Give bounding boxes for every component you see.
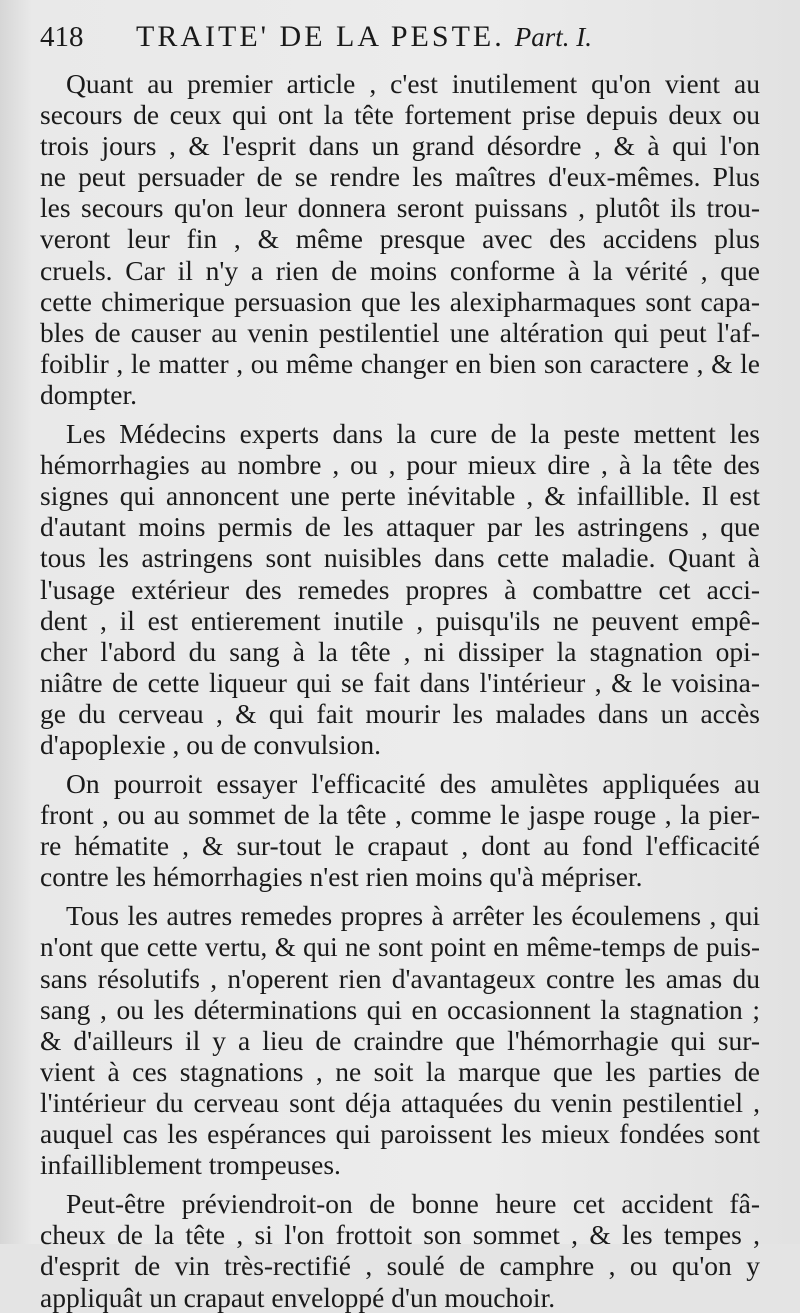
text-line: cette chimerique persuasion que les alexipharmaques sont capa- [40, 285, 760, 317]
text-line: cher l'abord du sang à la tête , ni dissiper la stagnation opi- [40, 635, 760, 667]
text-line: trois jours , & l'esprit dans un grand désordre , & à qui l'on [40, 130, 760, 162]
text-line: foiblir , le matter , ou même changer en bien son caractere , & le [40, 347, 760, 379]
text-line: On pourroit essayer l'efficacité des amulètes appliquées au [66, 768, 760, 800]
page-number: 418 [40, 21, 84, 53]
running-part: Part. I. [514, 22, 592, 52]
text-line: n'ont que cette vertu, & qui ne sont point en même-temps de puis- [40, 931, 760, 962]
text-line: l'usage extérieur des remedes propres à combattre cet acci- [40, 573, 760, 605]
text-line: cheux de la tête , si l'on frottoit son sommet , & les tempes , [40, 1219, 760, 1251]
text-line: niâtre de cette liqueur qui se fait dans l'intérieur , & le voisina- [40, 666, 760, 698]
text-line: l'intérieur du cerveau sont déja attaquées du venin pestilentiel , [40, 1087, 760, 1118]
text-line: secours de ceux qui ont la tête fortement prise depuis deux ou [40, 99, 760, 131]
text-line: d'autant moins permis de les attaquer par les astringens , que [40, 511, 760, 543]
text-line: sans résolutifs , n'operent rien d'avantageux contre les amas du [40, 962, 760, 994]
text-line: les secours qu'on leur donnera seront puissans , plutôt ils trou- [40, 192, 760, 224]
text-line: & d'ailleurs il y a lieu de craindre que l'hémorrhagie qui sur- [40, 1024, 760, 1056]
text-line: front , ou au sommet de la tête , comme le jaspe rouge , la pier- [40, 799, 760, 831]
body-text [40, 68, 760, 1313]
paragraph [40, 68, 760, 410]
text-line: hémorrhagies au nombre , ou , pour mieux dire , à la tête des [40, 449, 760, 481]
text-line: veront leur fin , & même presque avec des accidens plus [40, 223, 760, 255]
text-line: dompter. [40, 378, 138, 410]
text-line: sang , ou les déterminations qui en occasionnent la stagnation ; [40, 993, 760, 1025]
running-title: TRAITE' DE LA PESTE. [136, 20, 505, 53]
text-line: Tous les autres remedes propres à arrêter les écoulemens , qui [66, 900, 760, 932]
text-line: d'esprit de vin très-rectifié , soulé de camphre , ou qu'on y [40, 1250, 760, 1282]
text-line: Les Médecins experts dans la cure de la peste mettent les [66, 418, 760, 450]
text-line: bles de causer au venin pestilentiel une altération qui peut l'af- [40, 316, 760, 348]
paragraph [40, 1188, 760, 1312]
text-line: ne peut persuader de se rendre les maîtres d'eux-mêmes. Plus [40, 161, 760, 193]
text-line: infailliblement trompeuses. [40, 1149, 341, 1181]
text-line: d'apoplexie , ou de convulsion. [40, 728, 381, 760]
text-line: appliquât un crapaut enveloppé d'un mouchoir. [40, 1281, 556, 1313]
text-line: Quant au premier article , c'est inutilement qu'on vient au [66, 68, 760, 99]
paragraph [40, 900, 760, 1180]
text-line: contre les hémorrhagies n'est rien moins qu'à mépriser. [40, 861, 643, 893]
text-line: cruels. Car il n'y a rien de moins conforme à la vérité , que [40, 254, 760, 286]
running-head [40, 20, 760, 64]
text-line: dent , il est entierement inutile , puisqu'ils ne peuvent empê- [40, 604, 760, 636]
text-line: re hématite , & sur-tout le crapaut , dont au fond l'efficacité [40, 830, 760, 862]
text-line: ge du cerveau , & qui fait mourir les malades dans un accès [40, 697, 760, 729]
text-line: tous les astringens sont nuisibles dans cette maladie. Quant à [40, 542, 760, 574]
text-line: signes qui annoncent une perte inévitable , & infaillible. Il est [40, 480, 760, 512]
text-line: auquel cas les espérances qui paroissent les mieux fondées sont [40, 1118, 760, 1150]
paragraph [40, 418, 760, 760]
paragraph [40, 768, 760, 892]
text-line: Peut-être préviendroit-on de bonne heure cet accident fâ- [66, 1188, 760, 1220]
text-line: vient à ces stagnations , ne soit la marque que les parties de [40, 1055, 760, 1087]
